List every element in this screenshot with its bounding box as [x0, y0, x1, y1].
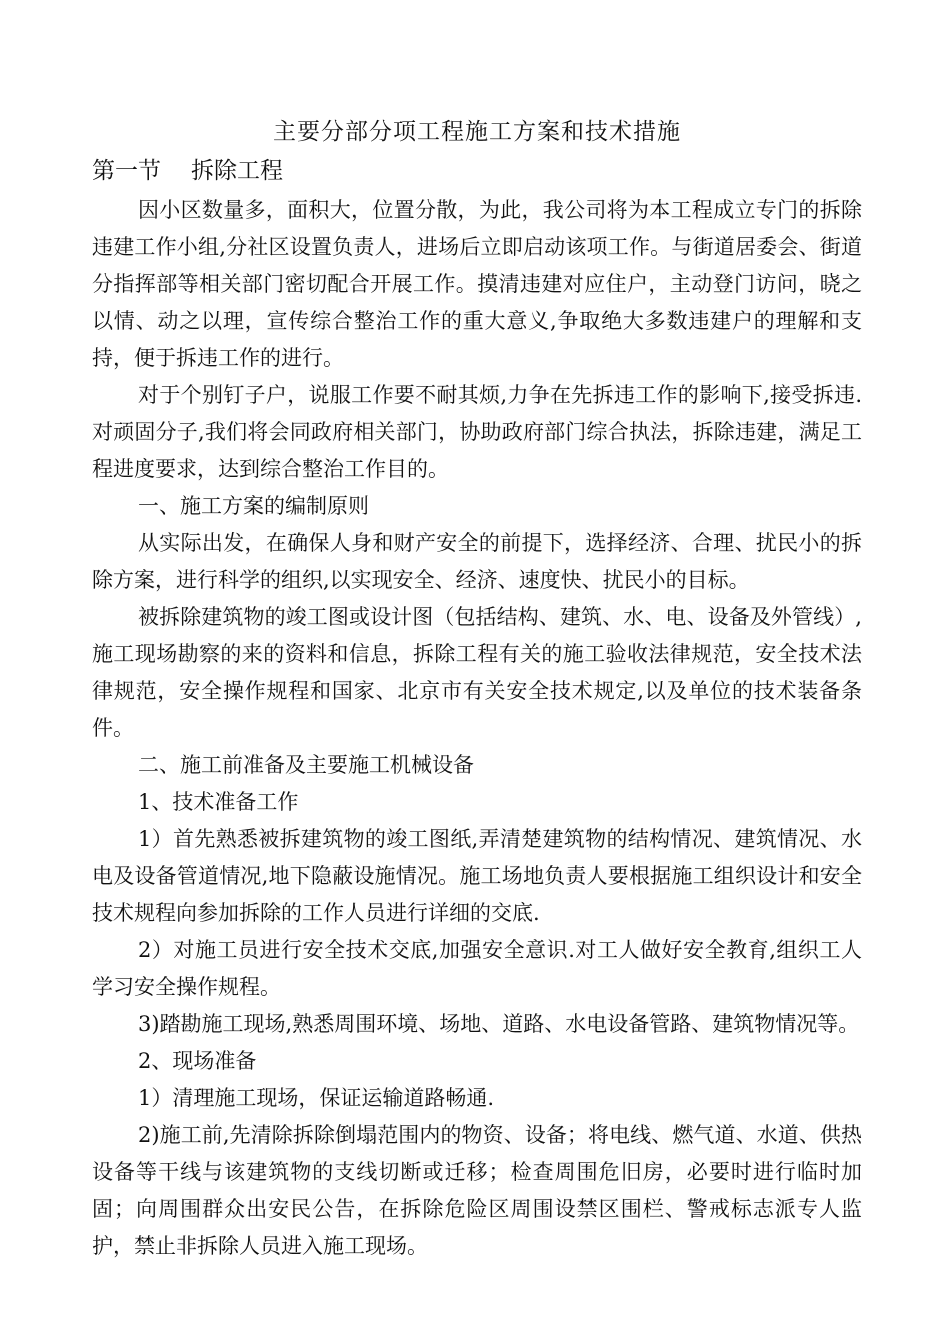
list-item-3: 3)踏勘施工现场,熟悉周围环境、场地、道路、水电设备管路、建筑物情况等。 [138, 1012, 860, 1036]
paragraph-1: 因小区数量多，面积大，位置分散，为此，我公司将为本工程成立专门的拆除违建工作小组,分社区设置负责人，进场后立即启动该项工作。与街道居委会、街道分指挥部等相关部门密切配合开展工作。摸清违建对应住户，主动登门访问，晓之以情、动之以理，宣传综合整治工作的重大意义,争取绝大多数违建户的理解和支持，便于拆违工作的进行。 [92, 198, 862, 370]
paragraph-2: 对于个别钉子户，说服工作要不耐其烦,力争在先拆违工作的影响下,接受拆违.对顽固分子,我们将会同政府相关部门，协助政府部门综合执法，拆除违建，满足工程进度要求，达到综合整治工作目的。 [92, 383, 862, 481]
subheading-site-preparation: 2、现场准备 [138, 1049, 257, 1073]
subheading-technical-preparation: 1、技术准备工作 [138, 790, 299, 814]
site-item-1: 1）清理施工现场，保证运输道路畅通. [138, 1086, 495, 1110]
paragraph-3: 从实际出发，在确保人身和财产安全的前提下，选择经济、合理、扰民小的拆除方案，进行科学的组织,以实现安全、经济、速度快、扰民小的目标。 [92, 531, 862, 592]
subheading-compilation-principles: 一、施工方案的编制原则 [138, 494, 369, 518]
section-number: 第一节 [92, 158, 161, 184]
subheading-preparation-equipment: 二、施工前准备及主要施工机械设备 [138, 753, 474, 777]
section-name: 拆除工程 [191, 158, 283, 184]
list-item-2: 2）对施工员进行安全技术交底,加强安全意识.对工人做好安全教育,组织工人学习安全操作规程。 [92, 938, 862, 999]
document-title: 主要分部分项工程施工方案和技术措施 [273, 119, 681, 145]
site-item-2: 2)施工前,先清除拆除倒塌范围内的物资、设备；将电线、燃气道、水道、供热设备等干线与该建筑物的支线切断或迁移；检查周围危旧房，必要时进行临时加固；向周围群众出安民公告，在拆除危险区周围设禁区围栏、警戒标志派专人监护，禁止非拆除人员进入施工现场。 [92, 1123, 862, 1258]
section-heading [92, 152, 862, 190]
list-item-1: 1）首先熟悉被拆建筑物的竣工图纸,弄清楚建筑物的结构情况、建筑情况、水电及设备管道情况,地下隐蔽设施情况。施工场地负责人要根据施工组织设计和安全技术规程向参加拆除的工作人员进行详细的交底. [92, 827, 862, 925]
document-page [92, 112, 862, 1265]
paragraph-4: 被拆除建筑物的竣工图或设计图（包括结构、建筑、水、电、设备及外管线）,施工现场勘察的来的资料和信息，拆除工程有关的施工验收法律规范，安全技术法律规范，安全操作规程和国家、北京市有关安全技术规定,以及单位的技术装备条件。 [92, 605, 862, 740]
